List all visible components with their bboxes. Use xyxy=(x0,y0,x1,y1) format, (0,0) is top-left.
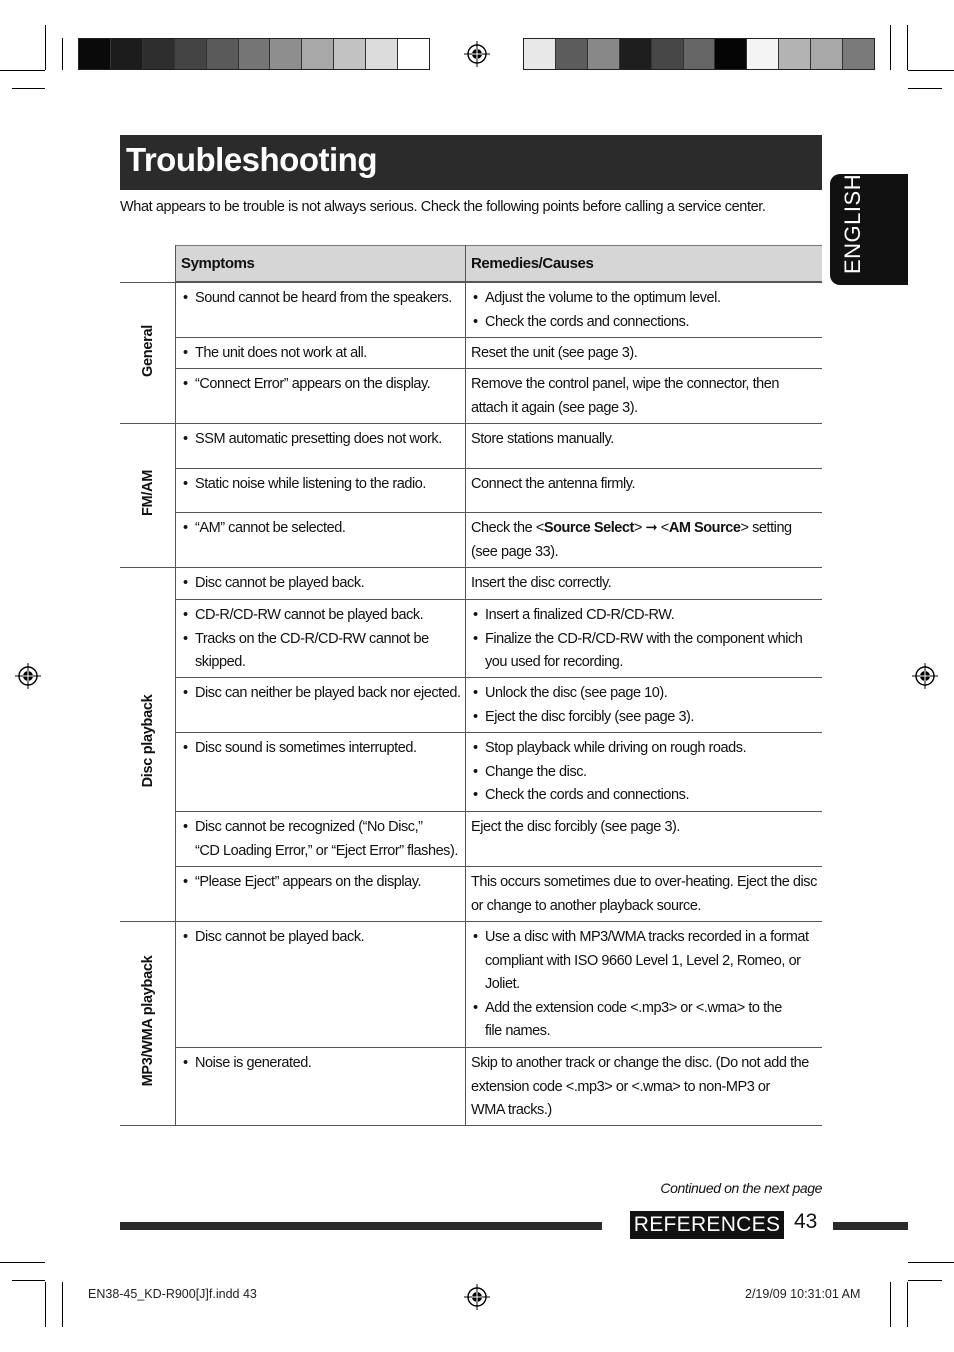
color-swatch xyxy=(715,39,747,69)
registration-mark-icon xyxy=(464,41,490,67)
table-row-symptom: • Static noise while listening to the radio. xyxy=(181,473,426,497)
color-swatch xyxy=(302,39,334,69)
table-row-remedy: • Use a disc with MP3/WMA tracks recorded in a format compliant with ISO 9660 Level 1, Level 2, Romeo, or Joliet. • Add the extension code <.mp3> or <.wma> to the file names. xyxy=(471,926,809,1044)
table-row-remedy: • Adjust the volume to the optimum level. • Check the cords and connections. xyxy=(471,287,721,334)
crop-mark xyxy=(12,88,45,89)
table-row-remedy: Skip to another track or change the disc. (Do not add the extension code <.mp3> or <.wma> to non-MP3 or WMA tracks.) xyxy=(471,1055,809,1118)
color-swatch xyxy=(175,39,207,69)
table-divider xyxy=(175,677,822,678)
color-swatch xyxy=(747,39,779,69)
col-header-symptoms: Symptoms xyxy=(181,255,255,272)
color-bar-right xyxy=(523,38,875,70)
table-divider xyxy=(175,245,176,1125)
table-row-remedy: Reset the unit (see page 3). xyxy=(471,345,638,361)
table-divider xyxy=(120,423,822,424)
crop-mark xyxy=(62,1282,63,1327)
crop-mark xyxy=(12,1280,45,1281)
continued-note: Continued on the next page xyxy=(660,1180,822,1196)
category-fm-am: FM/AM xyxy=(140,470,156,517)
color-swatch xyxy=(111,39,143,69)
crop-mark xyxy=(908,1280,942,1281)
language-tab xyxy=(830,174,908,285)
color-swatch xyxy=(239,39,271,69)
table-row-symptom: • SSM automatic presetting does not work. xyxy=(181,428,442,452)
table-divider xyxy=(120,921,822,922)
color-swatch xyxy=(684,39,716,69)
color-swatch xyxy=(207,39,239,69)
crop-mark xyxy=(908,70,954,71)
color-swatch xyxy=(811,39,843,69)
color-swatch xyxy=(79,39,111,69)
table-row-symptom: • “AM” cannot be selected. xyxy=(181,517,345,541)
color-swatch xyxy=(779,39,811,69)
crop-mark xyxy=(907,25,908,70)
registration-mark-icon xyxy=(464,1284,490,1310)
page-number: 43 xyxy=(794,1210,818,1233)
table-row-symptom: • Disc cannot be played back. xyxy=(181,926,364,950)
table-row-remedy: Eject the disc forcibly (see page 3). xyxy=(471,819,681,835)
color-swatch xyxy=(843,39,874,69)
table-divider xyxy=(175,1047,822,1048)
table-divider xyxy=(175,732,822,733)
page-title: Troubleshooting xyxy=(126,141,377,178)
crop-mark xyxy=(45,25,46,70)
table-divider xyxy=(120,567,822,568)
table-row-remedy: This occurs sometimes due to over-heating. Eject the disc or change to another playback source. xyxy=(471,874,817,914)
category-general: General xyxy=(140,325,156,377)
color-swatch xyxy=(524,39,556,69)
table-row-remedy: • Stop playback while driving on rough roads. • Change the disc. • Check the cords and connections. xyxy=(471,737,746,808)
crop-mark xyxy=(890,25,891,70)
table-row-remedy: Insert the disc correctly. xyxy=(471,575,612,591)
slug-date: 2/19/09 10:31:01 AM xyxy=(745,1287,861,1301)
crop-mark xyxy=(890,1282,891,1327)
crop-mark xyxy=(45,1282,46,1327)
table-divider xyxy=(175,337,822,338)
color-swatch xyxy=(556,39,588,69)
crop-mark xyxy=(62,38,63,70)
crop-mark xyxy=(907,1282,908,1327)
crop-mark xyxy=(0,70,45,71)
slug-filename: EN38-45_KD-R900[J]f.indd 43 xyxy=(88,1287,257,1301)
footer-rule xyxy=(833,1222,908,1230)
color-swatch xyxy=(270,39,302,69)
table-divider xyxy=(120,282,822,283)
table-row-remedy: Remove the control panel, wipe the connector, then attach it again (see page 3). xyxy=(471,376,779,416)
color-swatch xyxy=(588,39,620,69)
table-row-symptom: • Disc cannot be recognized (“No Disc,” “CD Loading Error,” or “Eject Error” flashes). xyxy=(181,816,458,863)
col-header-remedies: Remedies/Causes xyxy=(471,255,594,272)
table-row-remedy: Connect the antenna firmly. xyxy=(471,476,636,492)
table-row-remedy: • Unlock the disc (see page 10). • Eject the disc forcibly (see page 3). xyxy=(471,682,694,729)
color-swatch xyxy=(143,39,175,69)
table-divider xyxy=(465,245,466,1125)
footer-rule xyxy=(120,1222,602,1230)
title-band xyxy=(120,135,822,190)
table-divider xyxy=(175,599,822,600)
table-row-symptom: • Disc sound is sometimes interrupted. xyxy=(181,737,417,761)
color-swatch xyxy=(398,39,429,69)
crop-mark xyxy=(0,1262,45,1263)
crop-mark xyxy=(908,88,942,89)
table-divider xyxy=(175,368,822,369)
table-divider xyxy=(175,468,822,469)
table-row-symptom: • Sound cannot be heard from the speakers. xyxy=(181,287,452,311)
registration-mark-icon xyxy=(15,663,41,689)
table-row-symptom: • Disc cannot be played back. xyxy=(181,572,364,596)
color-bar-left xyxy=(78,38,430,70)
color-swatch xyxy=(620,39,652,69)
intro-text: What appears to be trouble is not always serious. Check the following points before calling a service center. xyxy=(120,199,766,215)
table-header xyxy=(175,245,822,282)
color-swatch xyxy=(334,39,366,69)
table-row-symptom: • Noise is generated. xyxy=(181,1052,311,1076)
category-mp3-wma-playback: MP3/WMA playback xyxy=(140,955,156,1087)
table-divider xyxy=(175,512,822,513)
table-divider xyxy=(120,1125,822,1126)
registration-mark-icon xyxy=(912,663,938,689)
table-row-symptom: • “Connect Error” appears on the display. xyxy=(181,373,430,397)
table-row-symptom: • Disc can neither be played back nor ejected. xyxy=(181,682,461,706)
table-divider xyxy=(175,866,822,867)
color-swatch xyxy=(366,39,398,69)
table-row-remedy: Store stations manually. xyxy=(471,431,614,447)
crop-mark xyxy=(908,1262,954,1263)
table-row-symptom: • The unit does not work at all. xyxy=(181,342,367,366)
table-row-remedy: Check the <Source Select> ➞ <AM Source> setting (see page 33). xyxy=(471,520,792,560)
table-row-symptom: • CD-R/CD-RW cannot be played back. • Tracks on the CD-R/CD-RW cannot be skipped. xyxy=(181,604,429,675)
table-row-symptom: • “Please Eject” appears on the display. xyxy=(181,871,421,895)
category-disc-playback: Disc playback xyxy=(140,694,156,788)
color-swatch xyxy=(652,39,684,69)
language-tab-label: ENGLISH xyxy=(840,173,865,274)
table-divider xyxy=(175,811,822,812)
section-label: REFERENCES xyxy=(630,1211,784,1239)
table-row-remedy: • Insert a finalized CD-R/CD-RW. • Finalize the CD-R/CD-RW with the component which you used for recording. xyxy=(471,604,802,675)
